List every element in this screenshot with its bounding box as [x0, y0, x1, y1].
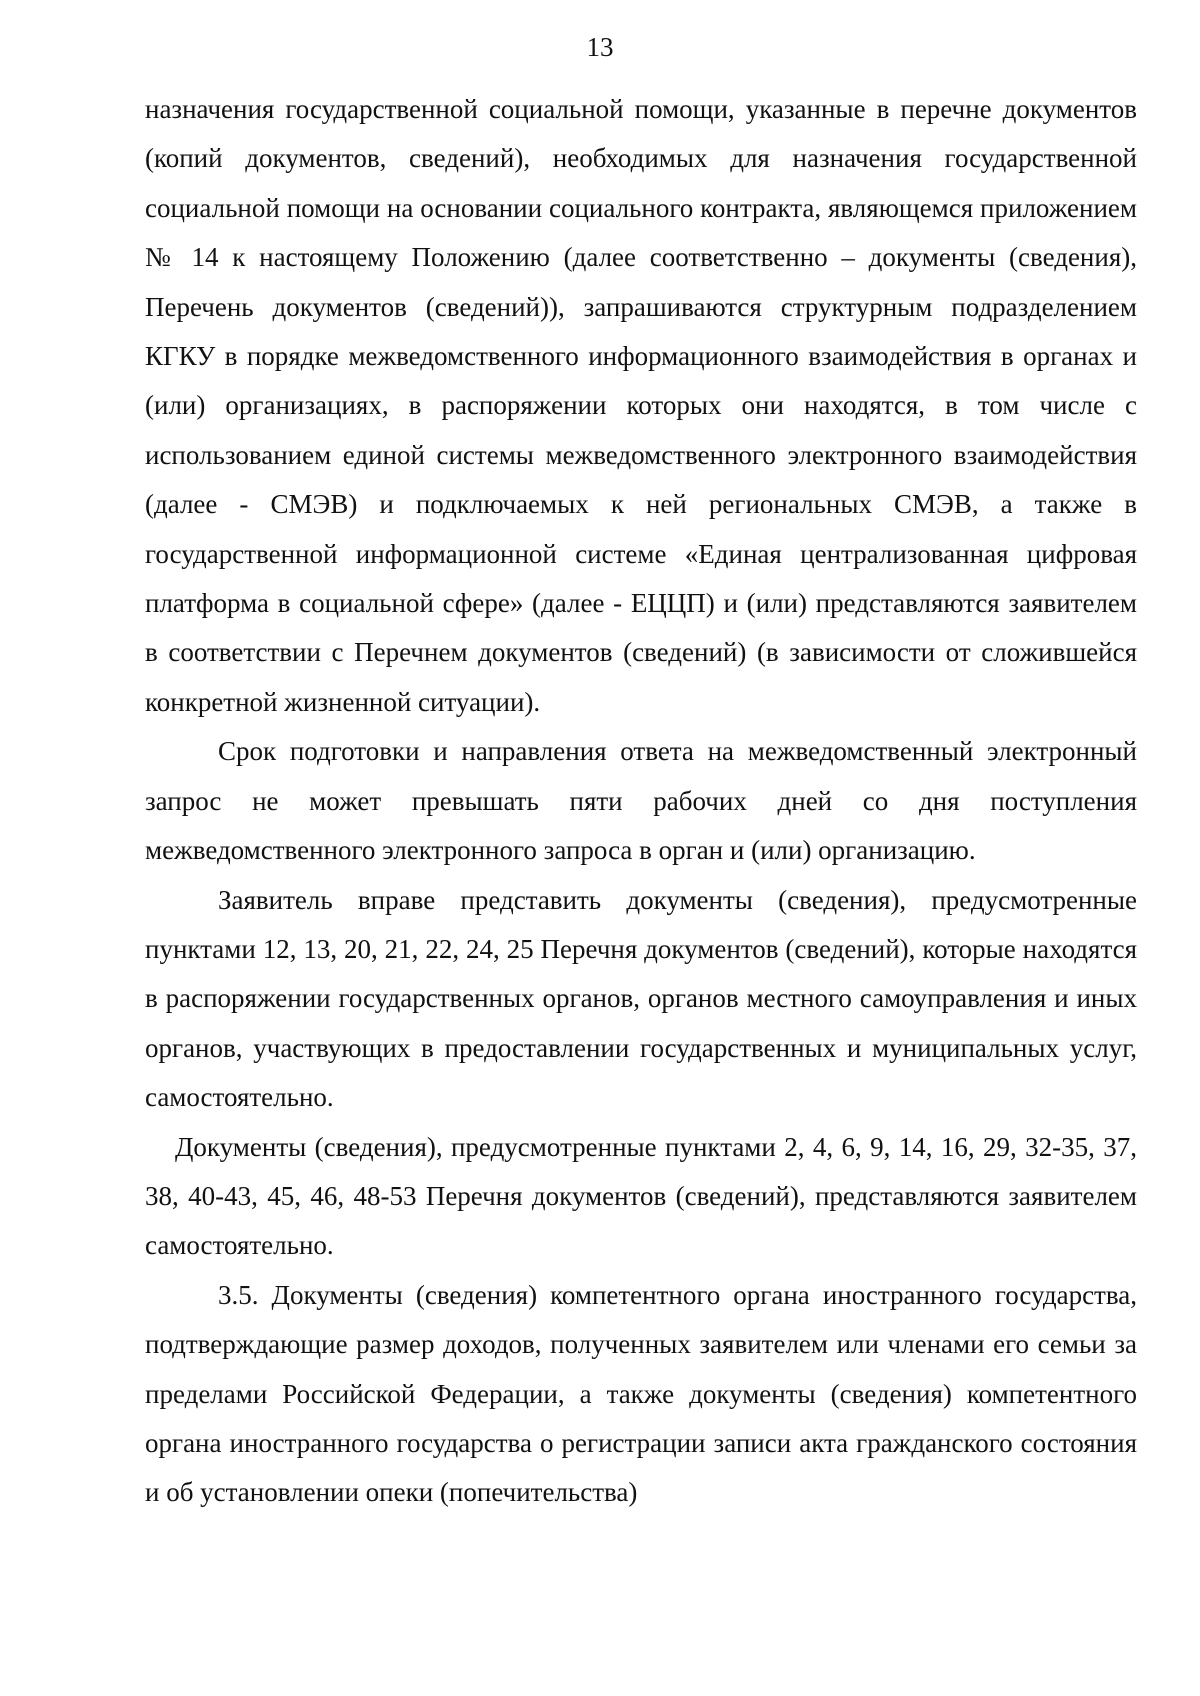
paragraph-response-deadline: Срок подготовки и направления ответа на межведомственный электронный запрос не может превышать пяти рабочих дней со дня поступления межведомственного электронного запроса в орган и (или) организацию. [145, 736, 1137, 866]
paragraph-section-3-5: 3.5. Документы (сведения) компетентного органа иностранного государства, подтверждающие размер доходов, полученных заявителем или членами его семьи за пределами Российской Федерации, а также документы (сведения) компетентного органа иностранного государства о регистрации записи акта гражданского состояния и об установлении опеки (попечительства) [145, 1279, 1137, 1508]
paragraph-interagency-requests: назначения государственной социальной помощи, указанные в перечне документов (копий документов, сведений), необходимых для назначения государственной социальной помощи на основании социального контракта, являющемся приложением № 14 к настоящему Положению (далее соответственно – документы (сведения), Перечень документов (сведений)), запрашиваются структурным подразделением КГКУ в порядке межведомственного информационного взаимодействия в органах и (или) организациях, в распоряжении которых они находятся, в том числе с использованием единой системы межведомственного электронного взаимодействия (далее - СМЭВ) и подключаемых к ней региональных СМЭВ, а также в государственной информационной системе «Единая централизованная цифровая платформа в социальной сфере» (далее - ЕЦЦП) и (или) представляются заявителем в соответствии с Перечнем документов (сведений) (в зависимости от сложившейся конкретной жизненной ситуации). [145, 94, 1137, 717]
page-number: 13 [586, 32, 614, 62]
paragraph-applicant-submits: Документы (сведения), предусмотренные пунктами 2, 4, 6, 9, 14, 16, 29, 32-35, 37, 38, 40-43, 45, 46, 48-53 Перечня документов (сведений), представляются заявителем самостоятельно. [145, 1131, 1137, 1261]
document-body [145, 85, 1137, 1518]
paragraph-applicant-right: Заявитель вправе представить документы (сведения), предусмотренные пунктами 12, 13, 20, 21, 22, 24, 25 Перечня документов (сведений), которые находятся в распоряжении государственных органов, органов местного самоуправления и иных органов, участвующих в предоставлении государственных и муниципальных услуг, самостоятельно. [145, 884, 1137, 1113]
